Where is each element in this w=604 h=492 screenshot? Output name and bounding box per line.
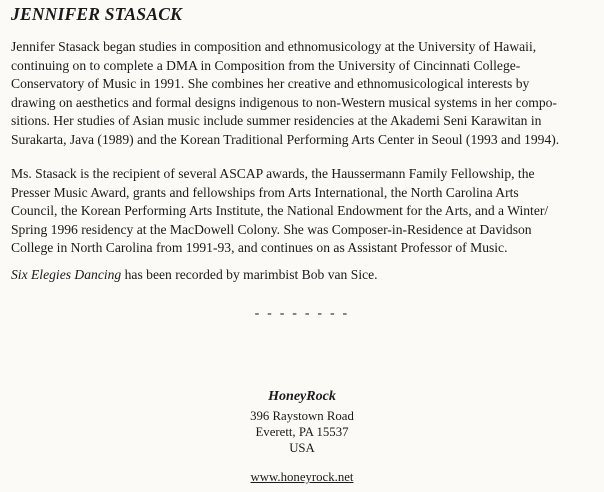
publisher-website-link[interactable]: www.honeyrock.net [250,470,354,484]
publisher-country: USA [289,441,315,455]
section-divider: - - - - - - - - [254,306,350,321]
bio-paragraph-awards: Ms. Stasack is the recipient of several ASCAP awards, the Haussermann Family Fellowship, the Presser Music Award, grants and fellowships from Arts International, the North Carolina Arts Council, the Korean Performing Arts Institute, the National Endowment for the Arts, and a Winter/ Spring 1996 residency at the MacDowell Colony. She was Composer-in-Residence at Davidson College in North Carolina from 1991-93, and continues on as Assistant Professor of Music. [11,166,549,256]
publisher-block [0,388,604,486]
composer-name-heading: JENNIFER STASACK [11,4,182,24]
recording-note-text: has been recorded by marimbist Bob van Sice. [121,267,378,282]
publisher-city: Everett, PA 15537 [255,425,349,439]
publisher-name: HoneyRock [268,389,336,404]
bio-paragraph-education: Jennifer Stasack began studies in composition and ethnomusicology at the University of Hawaii, continuing on to complete a DMA in Composition from the University of Cincinnati College- Conservatory of Music in 1991. She combines her creative and ethnomusicological interests by drawing on aesthetics and formal designs indigenous to non-Western musical systems in her compo- sitions. Her studies of Asian music include summer residencies at the Akademi Seni Karawitan in Surakarta, Java (1989) and the Korean Traditional Performing Arts Center in Seoul (1993 and 1994). [11,39,560,147]
recording-title: Six Elegies Dancing [11,267,122,282]
recording-note [11,266,596,285]
publisher-street: 396 Raystown Road [250,409,354,423]
